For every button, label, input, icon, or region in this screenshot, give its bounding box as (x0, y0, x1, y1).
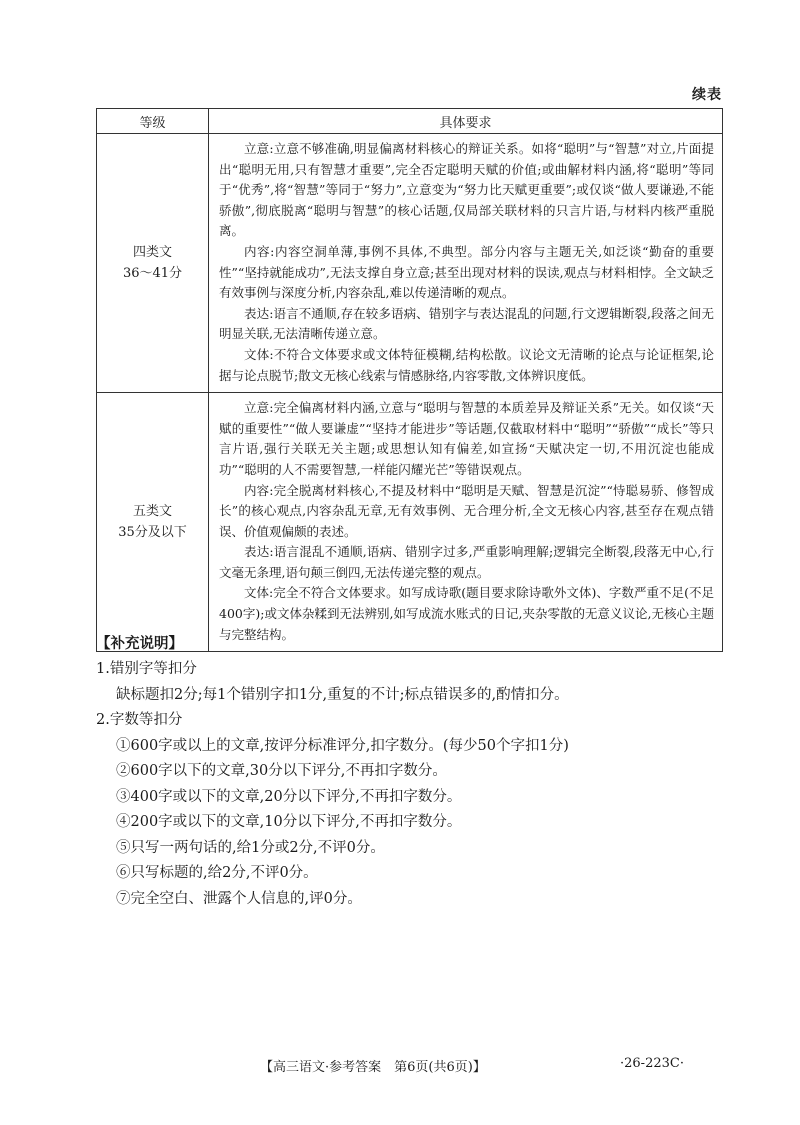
table-row (97, 134, 723, 393)
requirement-paragraph: 内容:完全脱离材料核心,不提及材料中“聪明是天赋、智慧是沉淀”“恃聪易骄、修智成长”的核心观点,内容杂乱无章,无有效事例、无合理分析,全文无核心内容,甚至存在观点错误、价值观偏颇的表述。 (219, 482, 714, 539)
requirement-paragraph: 表达:语言混乱不通顺,语病、错别字过多,严重影响理解;逻辑完全断裂,段落无中心,行文毫无条理,语句颠三倒四,无法传递完整的观点。 (219, 544, 714, 580)
table-row (97, 393, 723, 652)
requirements-cell (209, 393, 723, 652)
list-item: ⑤只写一两句话的,给1分或2分,不评0分。 (116, 839, 385, 856)
requirement-paragraph: 立意:完全偏离材料内涵,立意与“聪明与智慧的本质差异及辩证关系”无关。如仅谈“天赋的重要性”“做人要谦虚”“坚持才能进步”等话题,仅截取材料中“聪明”“骄傲”“成长”等只言片语,强行关联无关主题;或思想认知有偏差,如宣扬“天赋决定一切,不用沉淀也能成功”“聪明的人不需要智慧,一样能闪耀光芒”等错误观点。 (219, 400, 714, 477)
list-item: ⑥只写标题的,给2分,不评0分。 (116, 865, 318, 881)
header-level: 等级 (97, 109, 209, 134)
requirement-paragraph: 表达:语言不通顺,存在较多语病、错别字与表达混乱的问题,行文逻辑断裂,段落之间无明显关联,无法清晰传递立意。 (219, 305, 714, 342)
supplement-title: 【补充说明】 (96, 635, 183, 652)
level-cell (97, 393, 209, 652)
continued-table-label: 续表 (692, 87, 722, 103)
header-requirements: 具体要求 (209, 109, 723, 134)
footer-page-info: 【高三语文·参考答案 第6页(共6页)】 (260, 1060, 486, 1075)
requirement-paragraph: 文体:不符合文体要求或文体特征模糊,结构松散。议论文无清晰的论点与论证框架,论据与论点脱节;散文无核心线索与情感脉络,内容零散,文体辨识度低。 (219, 346, 714, 383)
section-heading: 1.错别字等扣分 (96, 661, 197, 677)
requirements-cell (209, 134, 723, 393)
list-item: ①600字或以上的文章,按评分标准评分,扣字数分。(每少50个字扣1分) (116, 737, 569, 754)
grading-table (96, 108, 723, 652)
footer-code: ·26-223C· (620, 1056, 684, 1071)
list-item: ④200字或以下的文章,10分以下评分,不再扣字数分。 (116, 814, 462, 830)
requirement-paragraph: 立意:立意不够准确,明显偏离材料核心的辩证关系。如将“聪明”与“智慧”对立,片面提出“聪明无用,只有智慧才重要”,完全否定聪明天赋的价值;或曲解材料内涵,将“聪明”等同于“优秀”,将“智慧”等同于“努力”,立意变为“努力比天赋更重要”;或仅谈“做人要谦逊,不能骄傲”,彻底脱离“聪明与智慧”的核心话题,仅局部关联材料的只言片语,与材料内核严重脱离。 (219, 141, 714, 239)
section-heading: 2.字数等扣分 (96, 712, 183, 728)
list-item: ②600字以下的文章,30分以下评分,不再扣字数分。 (116, 763, 447, 779)
level-score: 35分及以下 (118, 525, 187, 541)
level-name: 五类文 (132, 504, 172, 520)
page-footer (0, 1056, 800, 1078)
list-item: ⑦完全空白、泄露个人信息的,评0分。 (116, 890, 362, 907)
level-score: 36～41分 (122, 266, 183, 282)
list-item: 缺标题扣2分;每1个错别字扣1分,重复的不计;标点错误多的,酌情扣分。 (116, 686, 569, 703)
level-cell (97, 134, 209, 393)
table-header-row (97, 109, 723, 134)
requirement-paragraph: 文体:完全不符合文体要求。如写成诗歌(题目要求除诗歌外文体)、字数严重不足(不足400字);或文体杂糅到无法辨别,如写成流水账式的日记,夹杂零散的无意义议论,无核心主题与完整结构。 (219, 585, 714, 642)
list-item: ③400字或以下的文章,20分以下评分,不再扣字数分。 (116, 788, 462, 805)
supplement-section (96, 632, 736, 912)
requirement-paragraph: 内容:内容空洞单薄,事例不具体,不典型。部分内容与主题无关,如泛谈“勤奋的重要性”“坚持就能成功”,无法支撑自身立意;甚至出现对材料的误读,观点与材料相悖。全文缺乏有效事例与深度分析,内容杂乱,难以传递清晰的观点。 (219, 243, 714, 301)
level-name: 四类文 (132, 245, 172, 261)
